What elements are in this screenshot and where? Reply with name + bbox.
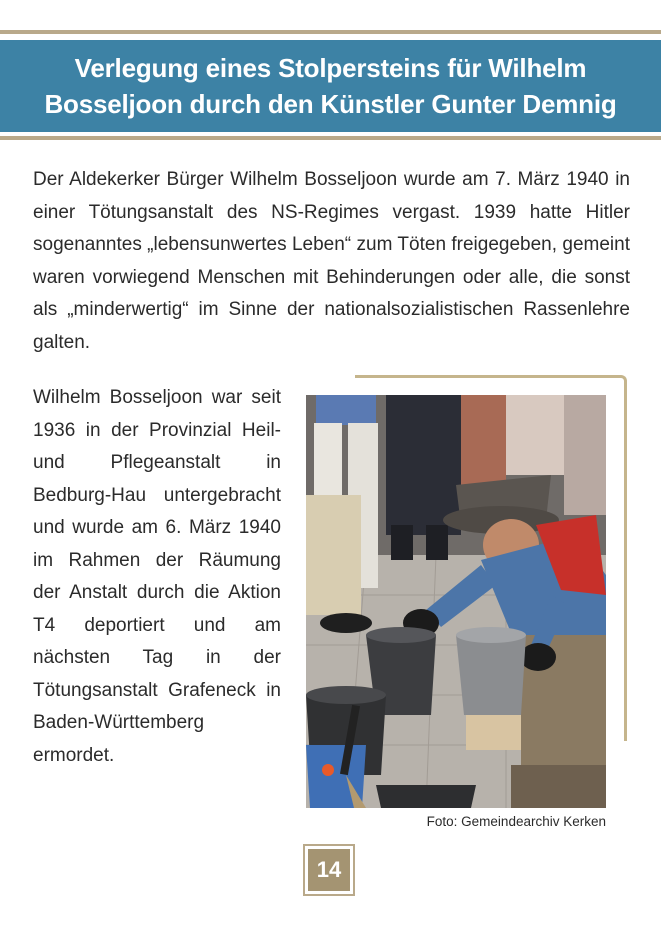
stolperstein-photo bbox=[306, 395, 606, 808]
header-top-rule bbox=[0, 30, 661, 34]
biography-paragraph: Wilhelm Bosseljoon war seit 1936 in der Provinzial Heil- und Pflegeanstalt in Bedburg-Hau untergebracht und wurde am 6. März 1940 im Rahmen der Räumung der Anstalt durch die Aktion T4 deportiert und am nächsten Tag in der Tötungsanstalt Grafeneck in Baden-Württemberg ermordet. bbox=[33, 387, 281, 766]
photo-illustration bbox=[306, 395, 606, 808]
intro-paragraph: Der Aldekerker Bürger Wilhelm Bosseljoon wurde am 7. März 1940 in einer Tötungsanstalt des NS-Regimes vergast. 1939 hatte Hitler sogenanntes „lebensunwertes Leben“ zum Töten freigegeben, gemeint waren vorwiegend Menschen mit Behinderungen oder alle, die sonst als „minderwertig“ im Sinne der nationalsozialistischen Rassenlehre galten. bbox=[33, 169, 630, 353]
photo-caption: Foto: Gemeindearchiv Kerken bbox=[426, 814, 606, 829]
header-bottom-rule bbox=[0, 136, 661, 140]
page-title-line-1: Verlegung eines Stolpersteins für Wilhelm bbox=[74, 53, 587, 83]
page-header bbox=[0, 40, 661, 132]
page-title-line-2: Bosseljoon durch den Künstler Gunter Demnig bbox=[44, 89, 617, 119]
page-number-badge bbox=[303, 844, 355, 896]
page-number: 14 bbox=[308, 849, 350, 891]
